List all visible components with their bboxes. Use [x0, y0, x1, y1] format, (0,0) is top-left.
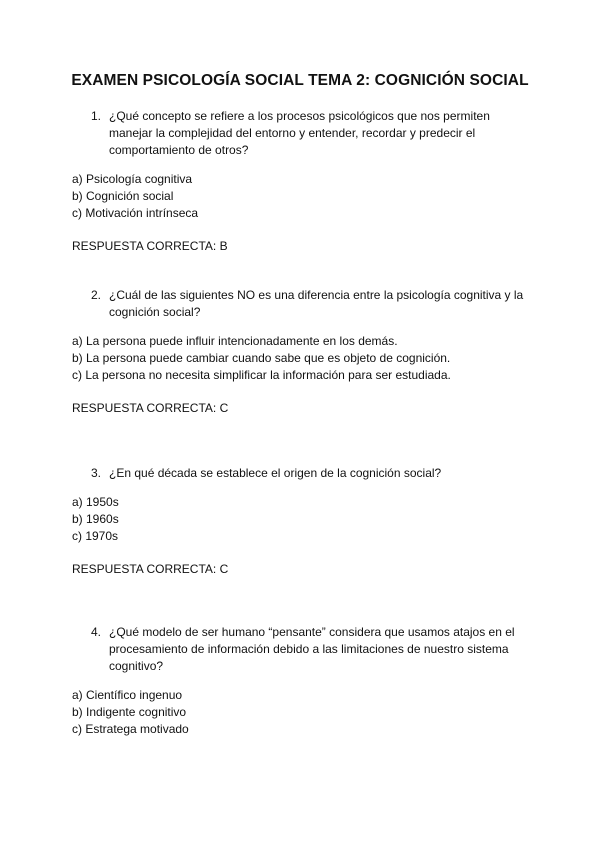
question-1-prompt — [0, 108, 600, 159]
question-4 — [0, 624, 600, 738]
question-3-option-c: c) 1970s — [72, 529, 119, 543]
page-title: EXAMEN PSICOLOGÍA SOCIAL TEMA 2: COGNICIÓN SOCIAL — [71, 72, 529, 89]
question-2-number: 2. — [91, 288, 102, 302]
question-1-option-a: a) Psicología cognitiva — [72, 172, 193, 186]
question-2-answer: RESPUESTA CORRECTA: C — [72, 401, 229, 415]
question-3 — [0, 465, 600, 578]
question-4-option-b: b) Indigente cognitivo — [72, 705, 187, 719]
question-2-option-b: b) La persona puede cambiar cuando sabe que es objeto de cognición. — [72, 351, 451, 365]
question-4-text: ¿Qué modelo de ser humano “pensante” considera que usamos atajos en el procesamiento de información debido a las limitaciones de nuestro sistema cognitivo? — [109, 625, 515, 673]
question-4-option-c: c) Estratega motivado — [72, 722, 189, 736]
question-4-number: 4. — [91, 625, 102, 639]
question-4-options — [72, 687, 600, 738]
question-2-option-a: a) La persona puede influir intencionadamente en los demás. — [72, 334, 398, 348]
question-2-prompt — [0, 287, 600, 321]
question-1-option-c: c) Motivación intrínseca — [72, 206, 199, 220]
question-4-prompt — [0, 624, 600, 675]
question-3-prompt — [0, 465, 600, 482]
question-3-options — [72, 494, 600, 545]
question-3-option-a: a) 1950s — [72, 495, 119, 509]
question-1 — [0, 108, 600, 255]
question-2-option-c: c) La persona no necesita simplificar la información para ser estudiada. — [72, 368, 451, 382]
question-1-answer: RESPUESTA CORRECTA: B — [72, 239, 228, 253]
question-1-number: 1. — [91, 109, 102, 123]
question-1-options — [72, 171, 600, 222]
question-2-text: ¿Cuál de las siguientes NO es una diferencia entre la psicología cognitiva y la cognición social? — [109, 288, 524, 319]
question-4-option-a: a) Científico ingenuo — [72, 688, 183, 702]
question-2-options — [72, 333, 600, 384]
question-3-option-b: b) 1960s — [72, 512, 119, 526]
question-3-answer: RESPUESTA CORRECTA: C — [72, 562, 229, 576]
question-1-option-b: b) Cognición social — [72, 189, 174, 203]
question-3-number: 3. — [91, 466, 102, 480]
question-2 — [0, 287, 600, 417]
question-1-text: ¿Qué concepto se refiere a los procesos psicológicos que nos permiten manejar la complejidad del entorno y entender, recordar y predecir el comportamiento de otros? — [109, 109, 490, 157]
question-3-text: ¿En qué década se establece el origen de la cognición social? — [109, 466, 442, 480]
